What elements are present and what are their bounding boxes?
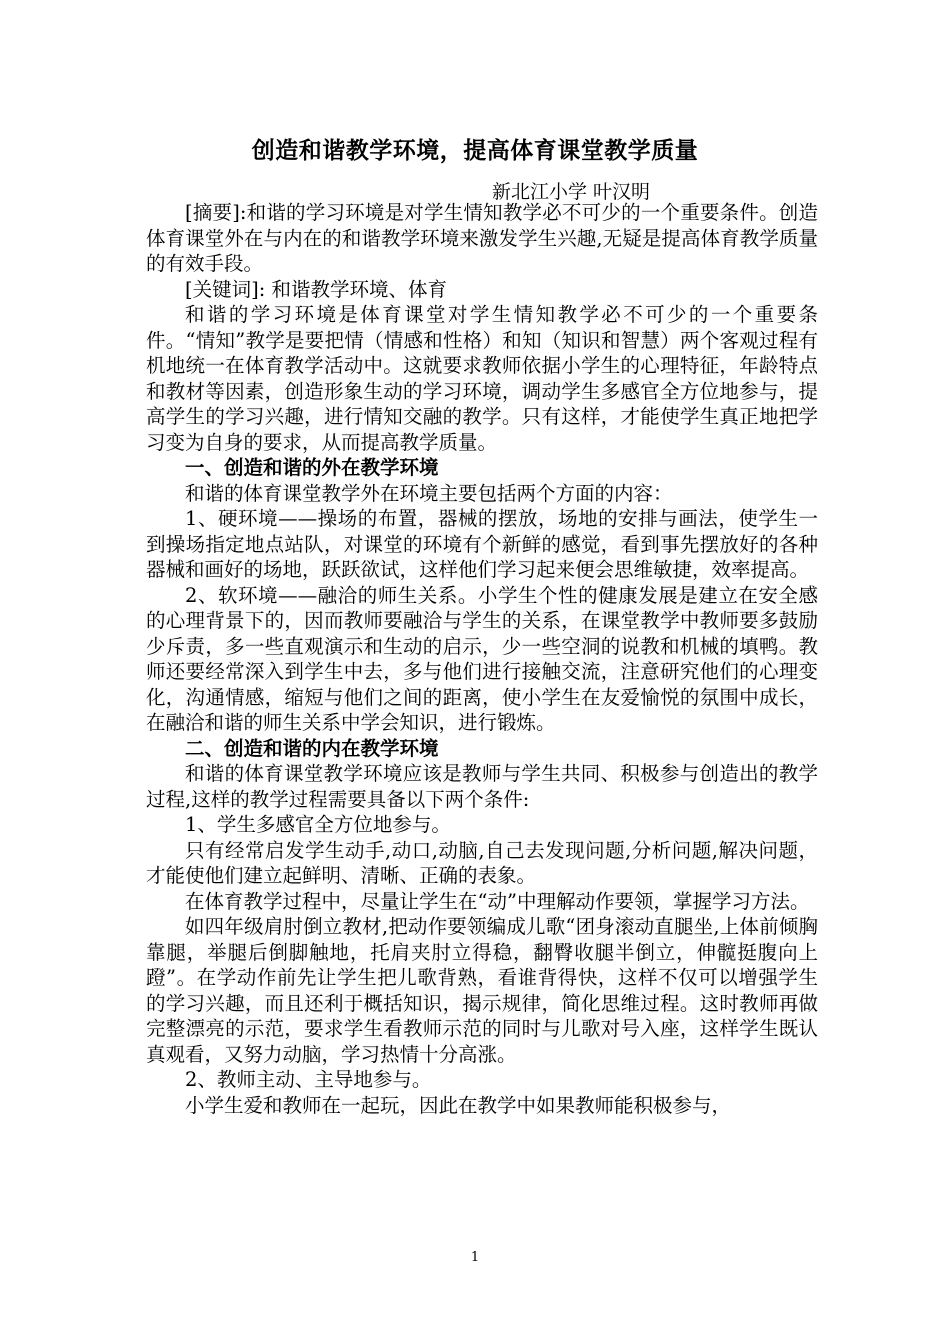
body-paragraph: 2、软环境——融洽的师生关系。小学生个性的健康发展是建立在安全感的心理背景下的，因而教师要融洽与学生的关系，在课堂教学中教师要多鼓励少斥责，多一些直观演示和生动的启示，少一些空洞的说教和机械的填鸭。教师还要经常深入到学生中去，多与他们进行接触交流，注意研究他们的心理变化，沟通情感，缩短与他们之间的距离，使小学生在友爱愉悦的氛围中成长，在融洽和谐的师生关系中学会知识，进行锻炼。: [146, 583, 818, 734]
page-number: 1: [470, 1250, 480, 1265]
document-body: [146, 200, 818, 1118]
body-paragraph: 1、学生多感官全方位地参与。: [185, 813, 451, 836]
body-paragraph: 和谐的体育课堂教学环境应该是教师与学生共同、积极参与创造出的教学过程,这样的教学过程需要具备以下两个条件:: [146, 762, 818, 811]
body-paragraph: 只有经常启发学生动手,动口,动脑,自己去发现问题,分析问题,解决问题，才能使他们建立起鲜明、清晰、正确的表象。: [146, 838, 818, 887]
body-paragraph: 和谐的学习环境是体育课堂对学生情知教学必不可少的一个重要条件。“情知”教学是要把情（情感和性格）和知（知识和智慧）两个客观过程有机地统一在体育教学活动中。这就要求教师依据小学生的心理特征，年龄特点和教材等因素，创造形象生动的学习环境，调动学生多感官全方位地参与，提高学生的学习兴趣，进行情知交融的教学。只有这样，才能使学生真正地把学习变为自身的要求，从而提高教学质量。: [146, 303, 818, 454]
body-paragraph: 在体育教学过程中，尽量让学生在“动”中理解动作要领，掌握学习方法。: [185, 889, 810, 913]
abstract-paragraph: [摘要]:和谐的学习环境是对学生情知教学必不可少的一个重要条件。创造体育课堂外在与内在的和谐教学环境来激发学生兴趣,无疑是提高体育教学质量的有效手段。: [146, 201, 818, 275]
section-heading: 一、创造和谐的外在教学环境: [185, 456, 439, 479]
body-paragraph: 2、教师主动、主导地参与。: [185, 1068, 432, 1091]
body-paragraph: 和谐的体育课堂教学外在环境主要包括两个方面的内容：: [185, 481, 673, 505]
section-heading: 二、创造和谐的内在教学环境: [185, 736, 439, 760]
body-paragraph: 如四年级肩肘倒立教材,把动作要领编成儿歌“团身滚动直腿坐,上体前倾胸靠腿，举腿后倒脚触地，托肩夹肘立得稳，翻臀收腿半倒立，伸髋挺腹向上蹬”。在学动作前先让学生把儿歌背熟，看谁背得快，这样不仅可以增强学生的学习兴趣，而且还利于概括知识，揭示规律，简化思维过程。这时教师再做完整漂亮的示范，要求学生看教师示范的同时与儿歌对号入座，这样学生既认真观看，又努力动脑，学习热情十分高涨。: [146, 915, 818, 1066]
document-title: 创造和谐教学环境，提高体育课堂教学质量: [251, 137, 699, 164]
body-paragraph: 1、硬环境——操场的布置，器械的摆放，场地的安排与画法，使学生一到操场指定地点站队，对课堂的环境有个新鲜的感觉，看到事先摆放好的各种器械和画好的场地，跃跃欲试，这样他们学习起来便会思维敏捷，效率提高。: [146, 507, 818, 581]
body-paragraph: 小学生爱和教师在一起玩，因此在教学中如果教师能积极参与，: [185, 1093, 732, 1117]
keywords-paragraph: [关键词]: 和谐教学环境、体育: [185, 277, 447, 301]
document-author: 新北江小学 叶汉明: [492, 181, 651, 203]
